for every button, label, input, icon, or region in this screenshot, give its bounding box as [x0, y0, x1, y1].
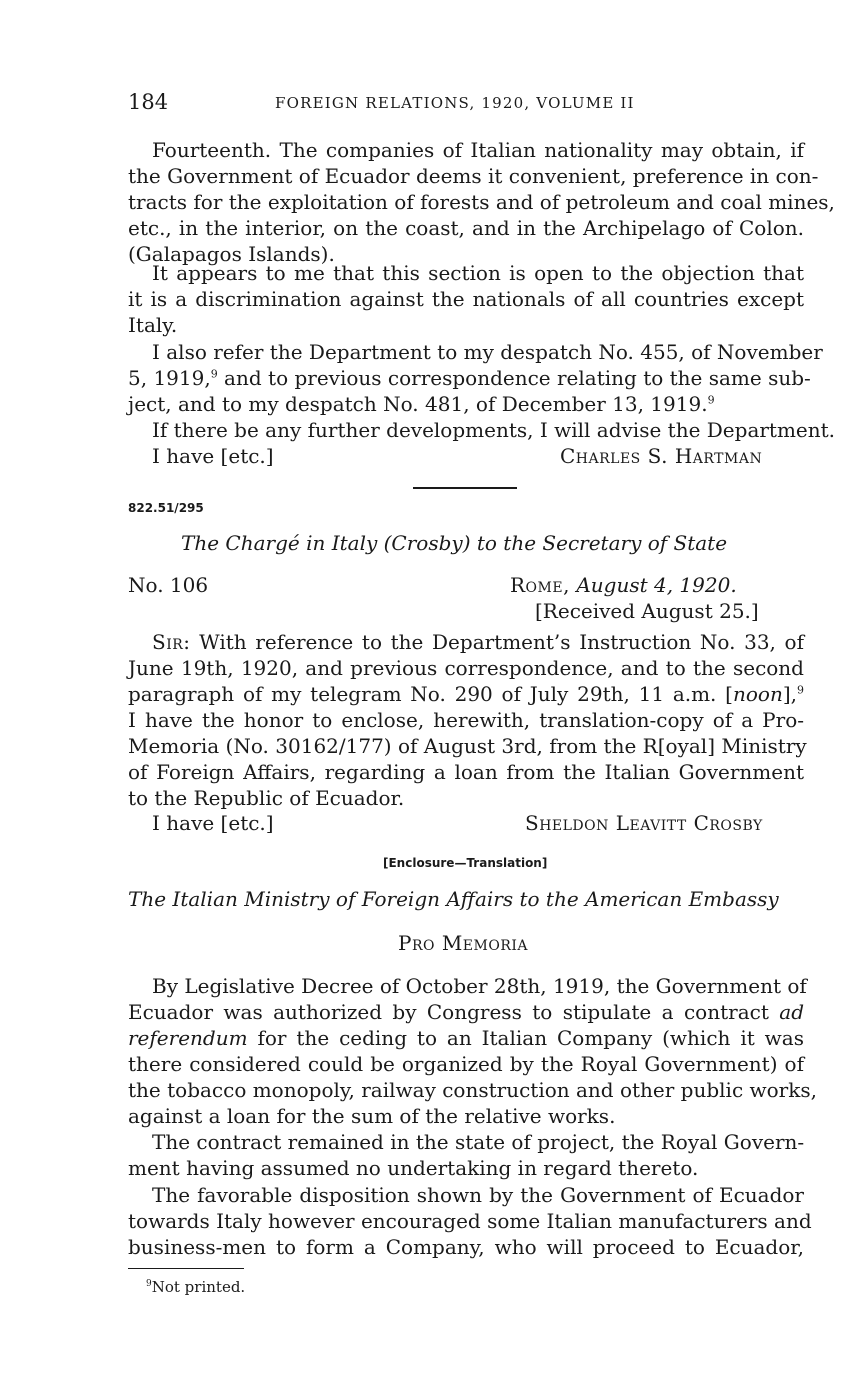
footnote-ref: 9: [210, 367, 218, 381]
footnote-rule: [128, 1268, 244, 1269]
footnote-marker: 9: [146, 1279, 152, 1289]
file-number: 822.51/295: [128, 501, 204, 515]
signature-hartman: Charles S. Hartman: [560, 444, 763, 468]
pro-memoria-heading: Pro Memoria: [398, 931, 529, 955]
running-title: FOREIGN RELATIONS, 1920, VOLUME II: [275, 94, 635, 112]
paragraph-legislative-decree: By Legislative Decree of October 28th, 1919, the Government of Ecuador was authorized by Congress to stipulate a contract ad referendum for the ceding to an Italian Company (which it was there considered could be organized by the Royal Government) of the tobacco monopoly, railway construction and other public works, against a loan for the sum of the relative works.: [128, 974, 817, 1128]
dateline-place: Rome,: [510, 573, 570, 597]
closing-crosby: I have [etc.]: [152, 811, 274, 835]
despatch-number: No. 106: [128, 573, 209, 597]
section-divider: [413, 487, 517, 489]
dateline-date: August 4, 1920.: [576, 573, 737, 597]
paragraph-developments: If there be any further developments, I will advise the Department.: [152, 418, 836, 442]
dateline: [510, 572, 737, 598]
footnote-ref: 9: [707, 393, 715, 407]
received-date: [Received August 25.]: [535, 599, 759, 623]
closing-hartman: I have [etc.]: [152, 444, 274, 468]
paragraph-despatch-reference: I also refer the Department to my despatch No. 455, of November 5, 1919,$^9$ and to previous correspondence relating to the same sub- ject, and to my despatch No. 481, of December 13, 1919.$^9$: [128, 340, 823, 416]
footnote: [146, 1278, 245, 1296]
enclosure-title: The Italian Ministry of Foreign Affairs to the American Embassy: [128, 887, 779, 911]
salutation: Sir:: [152, 630, 191, 654]
paragraph-favorable-disposition: The favorable disposition shown by the Government of Ecuador towards Italy however encouraged some Italian manufacturers and business-men to form a Company, who will proceed to Ecuador,: [128, 1183, 812, 1259]
paragraph-objection: It appears to me that this section is open to the objection that it is a discrimination against the nationals of all countries except Italy.: [128, 261, 804, 337]
paragraph-fourteenth: Fourteenth. The companies of Italian nationality may obtain, if the Government of Ecuador deems it convenient, preference in con- tracts for the exploitation of forests and of petroleum and coal mines, etc., in the interior, on the coast, and in the Archipelago of Colon. (Galapagos Islands).: [128, 138, 835, 266]
paragraph-contract-project: The contract remained in the state of project, the Royal Govern- ment having assumed no undertaking in regard thereto.: [128, 1130, 805, 1180]
signature-crosby: Sheldon Leavitt Crosby: [525, 811, 763, 835]
paragraph-crosby-body: Sir: With reference to the Department’s Instruction No. 33, of June 19th, 1920, and previous correspondence, and to the second paragraph of my telegram No. 290 of July 29th, 11 a.m. [noon],$^9$ I have the honor to enclose, herewith, translation-copy of a Pro- Memoria (No. 30162/177) of August 3rd, from the R[oyal] Ministry of Foreign Affairs, regarding a loan from the Italian Government to the Republic of Ecuador.: [128, 630, 807, 810]
enclosure-label: [Enclosure—Translation]: [383, 856, 548, 870]
footnote-ref: 9: [797, 683, 804, 697]
page-number: 184: [128, 90, 169, 114]
footnote-text: Not printed.: [151, 1278, 246, 1296]
document-title: The Chargé in Italy (Crosby) to the Secretary of State: [181, 531, 728, 555]
